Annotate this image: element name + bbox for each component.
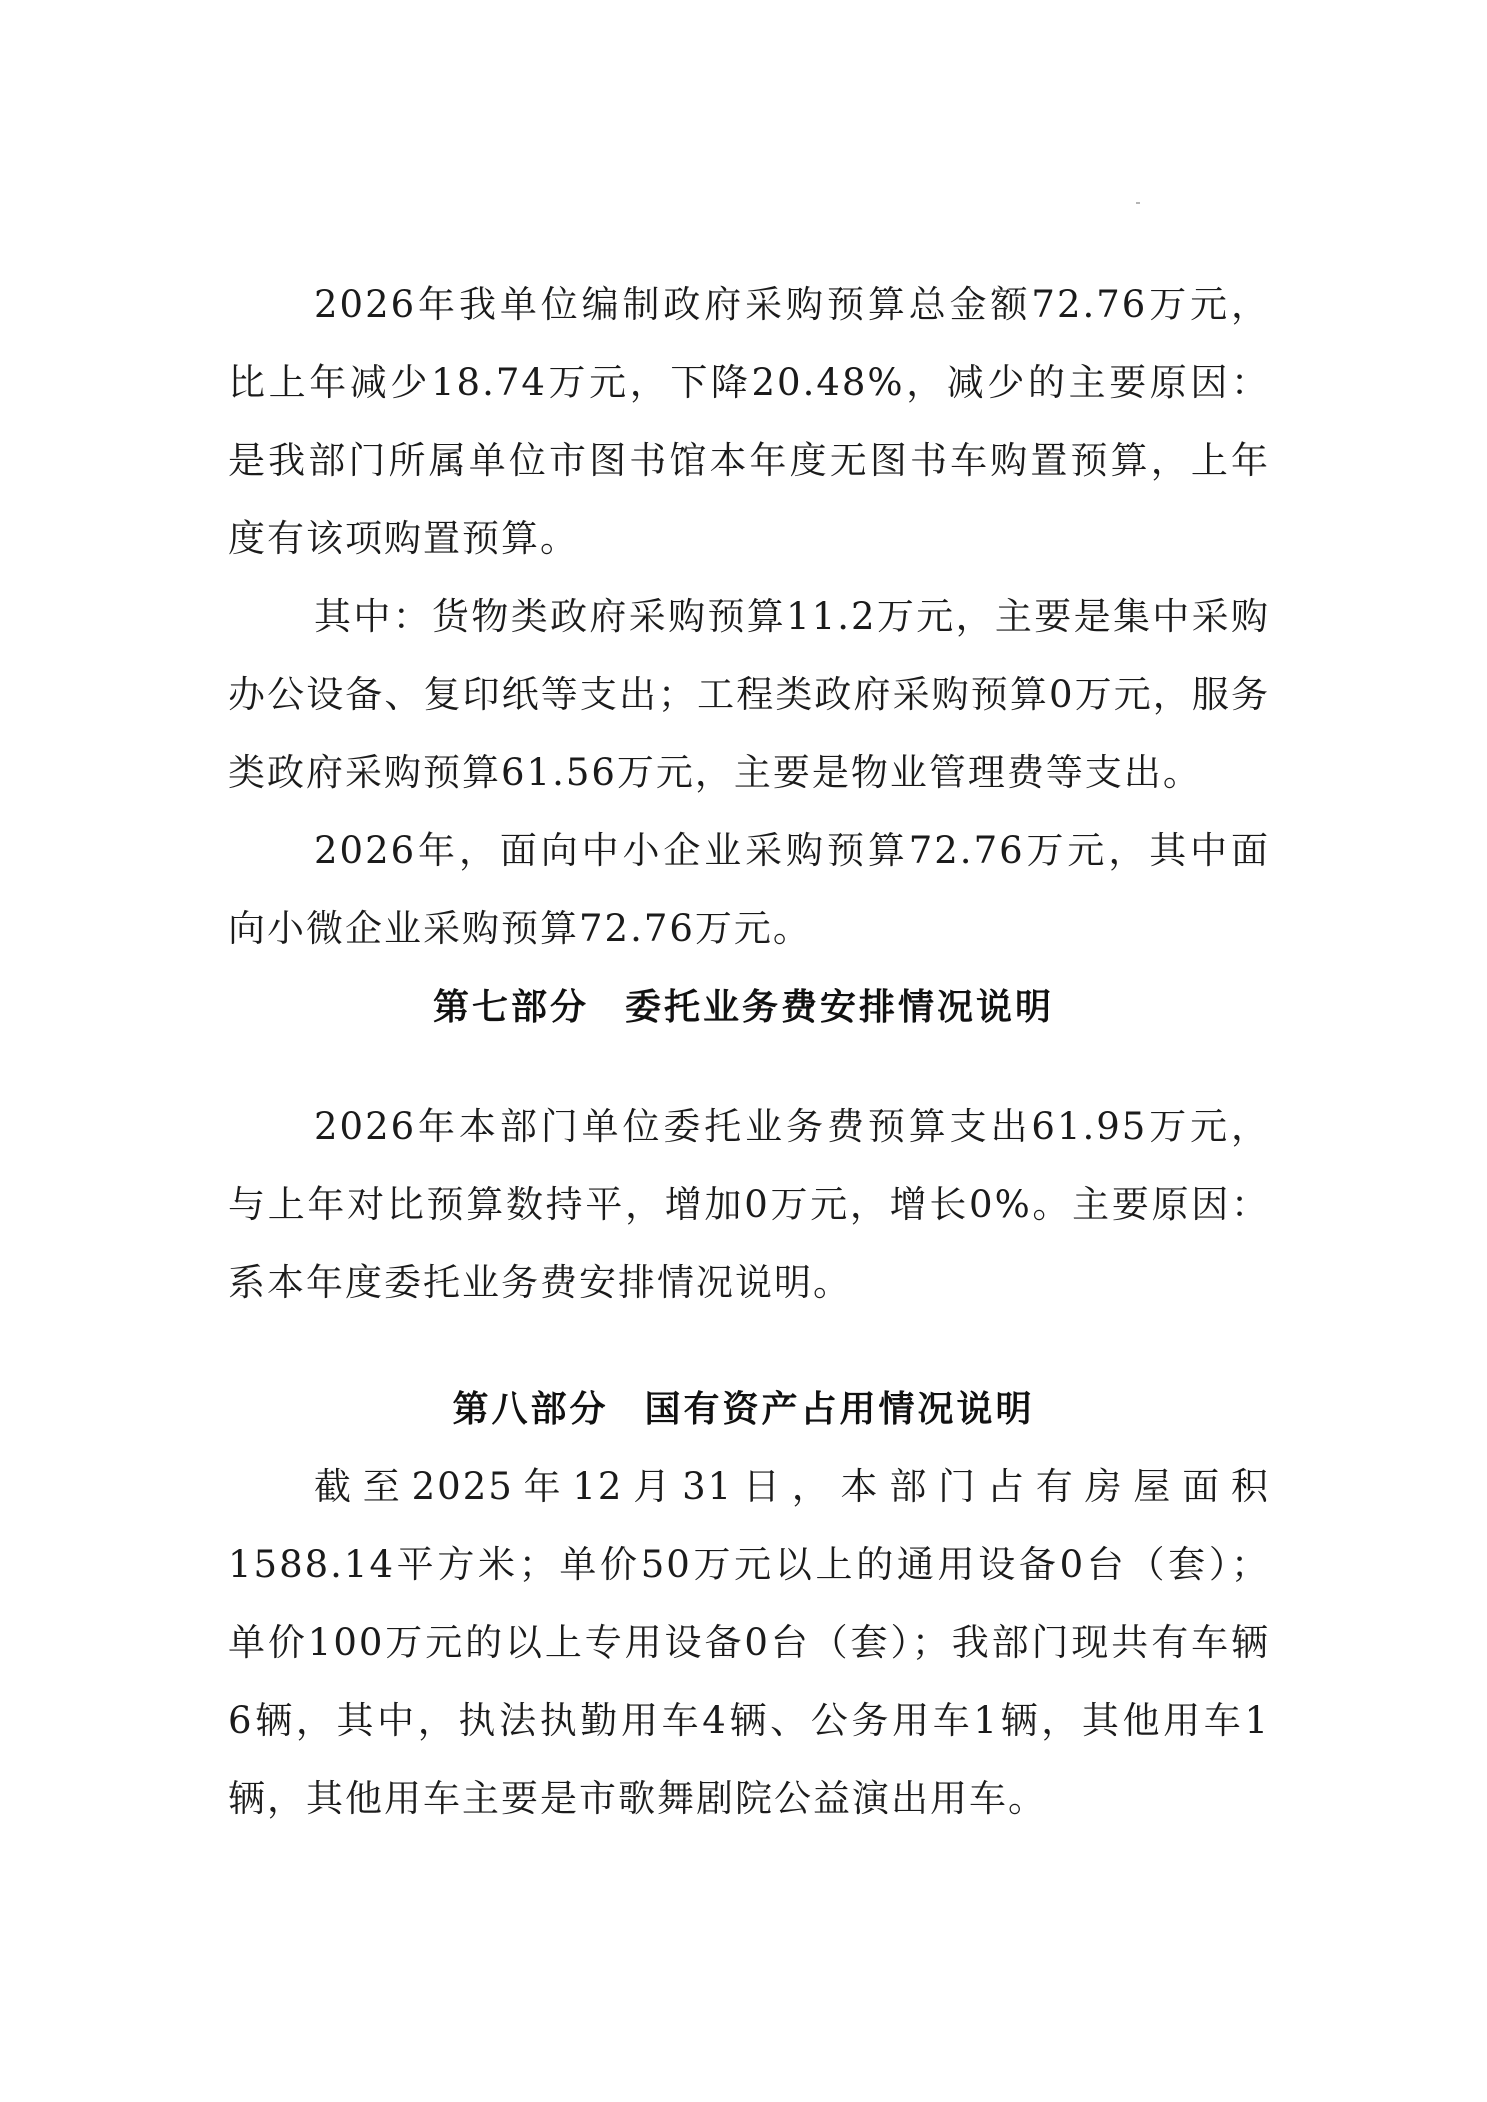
procurement-breakdown-paragraph: 其中：货物类政府采购预算11.2万元，主要是集中采购办公设备、复印纸等支出；工程类政府采购预算0万元，服务类政府采购预算61.56万元，主要是物业管理费等支出。 [228,595,1270,794]
section-title: 委托业务费安排情况说明 [625,987,1055,1028]
commissioned-fee-paragraph: 2026年本部门单位委托业务费预算支出61.95万元，与上年对比预算数持平，增加0万元，增长0%。主要原因：系本年度委托业务费安排情况说明。 [228,1105,1270,1304]
sme-procurement-paragraph: 2026年，面向中小企业采购预算72.76万元，其中面向小微企业采购预算72.76万元。 [228,829,1270,950]
section-part-number: 第七部分 [432,987,589,1028]
section-title: 国有资产占用情况说明 [644,1389,1035,1430]
state-assets-paragraph: 截至2025年12月31日，本部门占有房屋面积1588.14平方米；单价50万元以上的通用设备0台（套）；单价100万元的以上专用设备0台（套）；我部门现共有车辆6辆，其中，执法执勤用车4辆、公务用车1辆，其他用车1辆，其他用车主要是市歌舞剧院公益演出用车。 [228,1465,1270,1820]
section-heading-part8 [0,1385,1487,1435]
section-heading-part7 [0,983,1487,1033]
scan-artifact [1136,202,1140,204]
procurement-total-paragraph: 2026年我单位编制政府采购预算总金额72.76万元，比上年减少18.74万元，下降20.48%，减少的主要原因：是我部门所属单位市图书馆本年度无图书车购置预算，上年度有该项购置预算。 [228,283,1270,560]
section-part-number: 第八部分 [452,1389,609,1430]
